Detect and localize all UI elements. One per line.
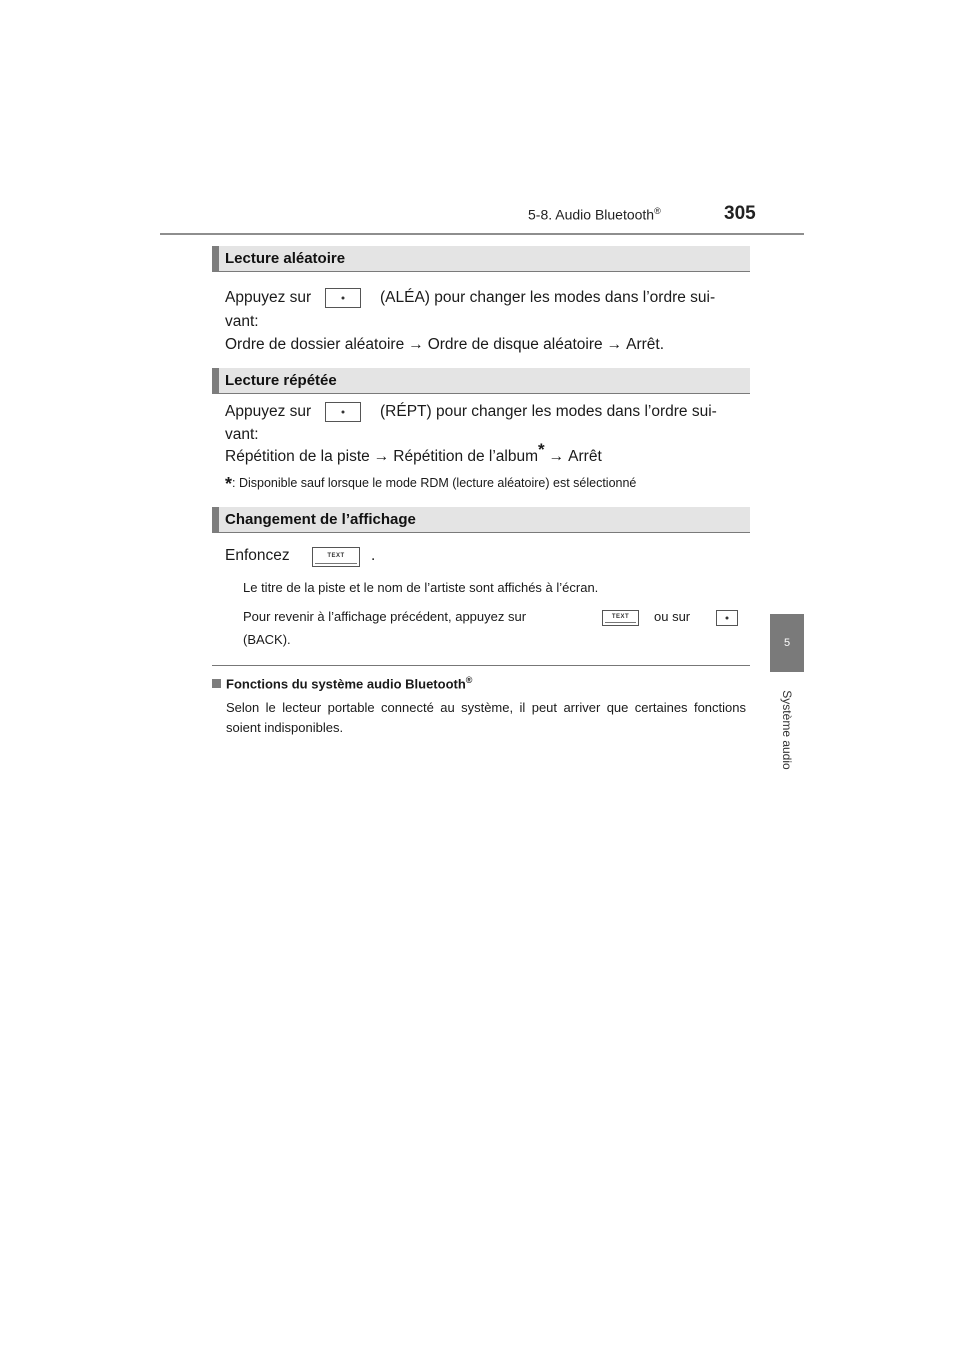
random-line1-start: Appuyez sur bbox=[225, 289, 312, 306]
square-bullet-icon bbox=[212, 679, 221, 688]
random-button-icon bbox=[325, 288, 361, 308]
repeat-sequence: Répétition de la piste → Répétition de l’album* → Arrêt bbox=[225, 439, 602, 465]
display-info1: Le titre de la piste et le nom de l’artiste sont affichés à l’écran. bbox=[243, 580, 599, 595]
display-line1-end: . bbox=[371, 547, 376, 564]
repeat-line1-end: (RÉPT) pour changer les modes dans l’ordre sui- bbox=[380, 403, 717, 420]
arrow-icon: → bbox=[548, 448, 565, 465]
arrow-icon: → bbox=[606, 336, 623, 353]
section-heading-display: Changement de l’affichage bbox=[212, 507, 750, 533]
text-button-icon: TEXT bbox=[312, 547, 360, 567]
header-divider bbox=[160, 233, 804, 235]
functions-title: Fonctions du système audio Bluetooth® bbox=[226, 675, 473, 692]
section-heading-random: Lecture aléatoire bbox=[212, 246, 750, 272]
random-sequence: Ordre de dossier aléatoire → Ordre de disque aléatoire → Arrêt. bbox=[225, 336, 665, 353]
random-line1-end: (ALÉA) pour changer les modes dans l’ordre sui- bbox=[380, 289, 716, 306]
display-info2-start: Pour revenir à l’affichage précédent, appuyez sur bbox=[243, 609, 527, 624]
page-number: 305 bbox=[724, 203, 756, 224]
display-info2-mid: ou sur bbox=[654, 609, 691, 624]
repeat-line1-start: Appuyez sur bbox=[225, 403, 312, 420]
chapter-tab: 5 bbox=[770, 614, 804, 672]
chapter-label: Système audio bbox=[780, 690, 794, 770]
random-line2: vant: bbox=[225, 313, 259, 330]
section-heading-repeat: Lecture répétée bbox=[212, 368, 750, 394]
text-button-small-icon: TEXT bbox=[602, 610, 639, 626]
repeat-line2: vant: bbox=[225, 426, 259, 443]
section-title: 5-8. Audio Bluetooth® bbox=[528, 206, 661, 223]
arrow-icon: → bbox=[373, 448, 390, 465]
repeat-footnote: *: Disponible sauf lorsque le mode RDM (lecture aléatoire) est sélectionné bbox=[225, 474, 637, 494]
section-divider bbox=[212, 665, 750, 666]
display-line1-start: Enfoncez bbox=[225, 547, 290, 564]
arrow-icon: → bbox=[408, 336, 424, 353]
back-button-icon bbox=[716, 610, 738, 626]
functions-body: Selon le lecteur portable connecté au système, il peut arriver que certaines fonctions soient indisponibles. bbox=[226, 700, 746, 735]
repeat-button-icon bbox=[325, 402, 361, 422]
display-info2-end: (BACK). bbox=[243, 632, 291, 647]
